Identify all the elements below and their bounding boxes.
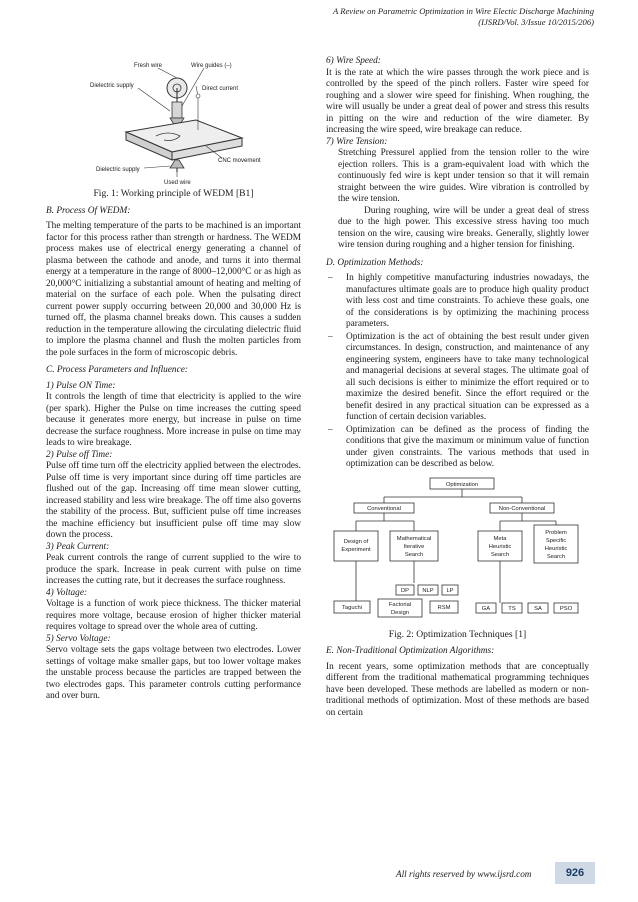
label-fresh-wire: Fresh wire — [134, 63, 163, 69]
label-lp: LP — [446, 587, 454, 594]
param-1-title: 1) Pulse ON Time: — [46, 380, 116, 391]
section-b-title: B. Process Of WEDM: — [46, 205, 131, 216]
header-volume: (IJSRD/Vol. 3/Issue 10/2015/206) — [478, 17, 594, 27]
footer-site-link[interactable]: www.ijsrd.com — [477, 869, 532, 879]
label-design-exp-2: Experiment — [341, 546, 371, 553]
label-factorial-1: Factorial — [388, 601, 412, 608]
param-5-text: Servo voltage sets the gaps voltage between two electrodes. Lower settings of voltage make smaller gaps, but too lower voltage makes the unstable process because the particles are trapped between the two electrodes gaps. This parameter controls cutting performance and over burn. — [46, 645, 301, 701]
bullet-text: In highly competitive manufacturing industries nowadays, the manufactures ultimate goals are to produce high quality product with less cost and time constraints. To achieve these goals, one of the considerations is by optimizing the machining process parameters. — [346, 273, 589, 329]
right-column — [326, 56, 589, 719]
section-c-title: C. Process Parameters and Influence: — [46, 365, 188, 375]
bullet-dash: – — [328, 424, 333, 435]
param-3-title: 3) Peak Current: — [46, 541, 110, 552]
param-4-text: Voltage is a function of work piece thickness. The thicker material requires more voltage, because erosion of higher thicker material requires voltage to spread over the whole area of cutting. — [46, 599, 301, 632]
label-meta-2: Heuristic — [488, 543, 512, 550]
label-non-conventional: Non-Conventional — [498, 505, 546, 512]
param-1-text: It controls the length of time that electricity is applied to the wire (per spark). Higher the Pulse on time increases the cutting speed because it generates more energy, but increase in pulse on time decrease the surface roughness. More increase in pulse on time may leads to wire breakage. — [46, 392, 301, 448]
label-wire-guides: Wire guides (–) — [191, 63, 232, 69]
upper-guide — [172, 102, 182, 118]
figure-2-caption: Fig. 2: Optimization Techniques [1] — [388, 628, 527, 640]
header-title: A Review on Parametric Optimization in Wire Electic Discharge Machining — [332, 6, 594, 16]
label-ts: TS — [508, 605, 516, 612]
label-prob-4: Search — [546, 553, 566, 560]
param-6-text: It is the rate at which the wire passes through the work piece and is controlled by the speed of the pinch rollers. Faster wire speed for roughing and a slower wire speed for finishing. When roughing, the wire will usually be under a great deal of power and stress this results in pitting on the wire and reduction of the wire diameter. By increasing the wire speed, wire breakage can reduce. — [326, 67, 589, 135]
label-math-3: Search — [404, 551, 424, 558]
label-pso: PSO — [559, 605, 573, 612]
label-prob-3: Heuristic — [544, 545, 568, 552]
section-b-text: The melting temperature of the parts to be machined is an important factor for this process rather than strength or hardness. The WEDM process makes use of electrical energy generating a channel of plasma between the cathode and anode, and turns it into thermal energy at a temperature in the range of 8000–12,000°C or as high as 20,000°C initializing a substantial amount of heating and melting of material on the surface of each pole. When the pulsating direct current power supply occurring between 20,000 and 30,000 Hz is turned off, the plasma channel breaks down. This causes a sudden reduction in the temperature allowing the circulating dielectric fluid to implore the plasma channel and flush the molten particles from the pole surfaces in the form of microscopic debris. — [46, 221, 301, 358]
bullet-dash: – — [328, 273, 333, 283]
param-5-title: 5) Servo Voltage: — [46, 633, 111, 644]
list-item — [326, 273, 589, 331]
figure-1-caption: Fig. 1: Working principle of WEDM [B1] — [93, 188, 254, 199]
footer-rights: All rights reserved by — [396, 869, 476, 879]
label-taguchi: Taguchi — [342, 604, 362, 611]
label-direct-current: Direct current — [202, 86, 239, 92]
box-design-of-experiment — [334, 531, 378, 561]
label-cnc-movement: CNC movement — [218, 158, 261, 164]
optimization-bullets — [326, 273, 589, 471]
optimization-tree — [326, 475, 589, 627]
label-optimization: Optimization — [445, 481, 479, 488]
label-meta-1: Meta — [493, 535, 507, 542]
page-number: 926 — [555, 862, 595, 884]
label-sa: SA — [534, 605, 542, 612]
param-7-text-1: Stretching Pressurel applied from the tension roller to the wire ejection rollers. This is a gram-equivalent load with which the continuously fed wire is kept under tension so that it will remain straight between the wire guides. Wire vibration is controlled by the wire tension. — [338, 148, 589, 204]
label-used-wire: Used wire — [164, 180, 191, 186]
label-math-1: Mathematical — [396, 535, 432, 542]
running-header — [333, 6, 594, 28]
bullet-text: Optimization is the act of obtaining the best result under given circumstances. In design, construction, and maintenance of any engineering system, engineers have to take many technological and managerial decisions at several stages. The ultimate goal of all such decisions is either to minimize the effort required or to maximize the desired benefit. Since the effort required or the benefit desired in any practical situation can be expressed as a function of certain decision variables. — [346, 331, 589, 422]
param-3-text: Peak current controls the range of current supplied to the wire to produce the spark. Increase in peak current with pulse on time increases the cutting rate, but it decreases the surface roughness. — [46, 553, 301, 586]
label-dielectric-supply-bottom: Dielectric supply — [96, 167, 140, 173]
wedm-diagram — [46, 56, 301, 186]
bullet-text: Optimization can be defined as the process of finding the conditions that give the maximum or minimum value of function under given constraints. The various methods that used in optimization can be described as below. — [346, 424, 589, 469]
section-d-title: D. Optimization Methods: — [326, 257, 424, 268]
left-column — [46, 56, 301, 703]
label-math-2: Iterative — [403, 543, 425, 550]
footer — [396, 869, 531, 879]
section-e-title: E. Non-Traditional Optimization Algorithms: — [326, 646, 495, 656]
list-item — [326, 425, 589, 471]
bullet-dash: – — [328, 331, 333, 342]
section-e-text: In recent years, some optimization methods that are conceptually different from the traditional mathematical programming techniques have been developed. These methods are labelled as modern or non-traditional methods of optimization. Most of these methods are based on certain — [326, 661, 589, 718]
label-dielectric-supply-top: Dielectric supply — [90, 83, 134, 89]
label-prob-2: Specific — [545, 537, 567, 544]
label-dp: DP — [400, 587, 410, 594]
param-4-title: 4) Voltage: — [46, 587, 88, 598]
figure-2 — [326, 475, 589, 627]
label-factorial-2: Design — [390, 609, 410, 616]
label-design-exp-1: Design of — [343, 538, 369, 545]
label-meta-3: Search — [490, 551, 510, 558]
param-7-title: 7) Wire Tension: — [326, 136, 388, 147]
label-nlp: NLP — [422, 587, 434, 594]
label-prob-1: Problem — [545, 529, 567, 536]
param-7-text-2: During roughing, wire will be under a great deal of stress due to the high power. This excessive stress having too much tension on the wire, causing wire breaks. Generally, slightly lower wire tension during roughing and a higher tension for finishing. — [338, 205, 589, 250]
list-item — [326, 332, 589, 424]
label-conventional: Conventional — [367, 505, 401, 512]
figure-1 — [46, 56, 301, 186]
param-2-text: Pulse off time turn off the electricity applied between the electrodes. Pulse off time is very important since during off time particles are flushed out of the gap. Increasing off time mean slower cutting, increased stability and less wire breakage. The off time also governs the stability of the process. But, sufficient pulse off time increases the machine efficiency but insufficient pulse off time may slow down the process. — [46, 461, 301, 540]
label-rsm: RSM — [437, 604, 451, 611]
param-2-title: 2) Pulse off Time: — [46, 449, 113, 460]
param-6-title: 6) Wire Speed: — [326, 56, 381, 66]
label-ga: GA — [481, 605, 491, 612]
